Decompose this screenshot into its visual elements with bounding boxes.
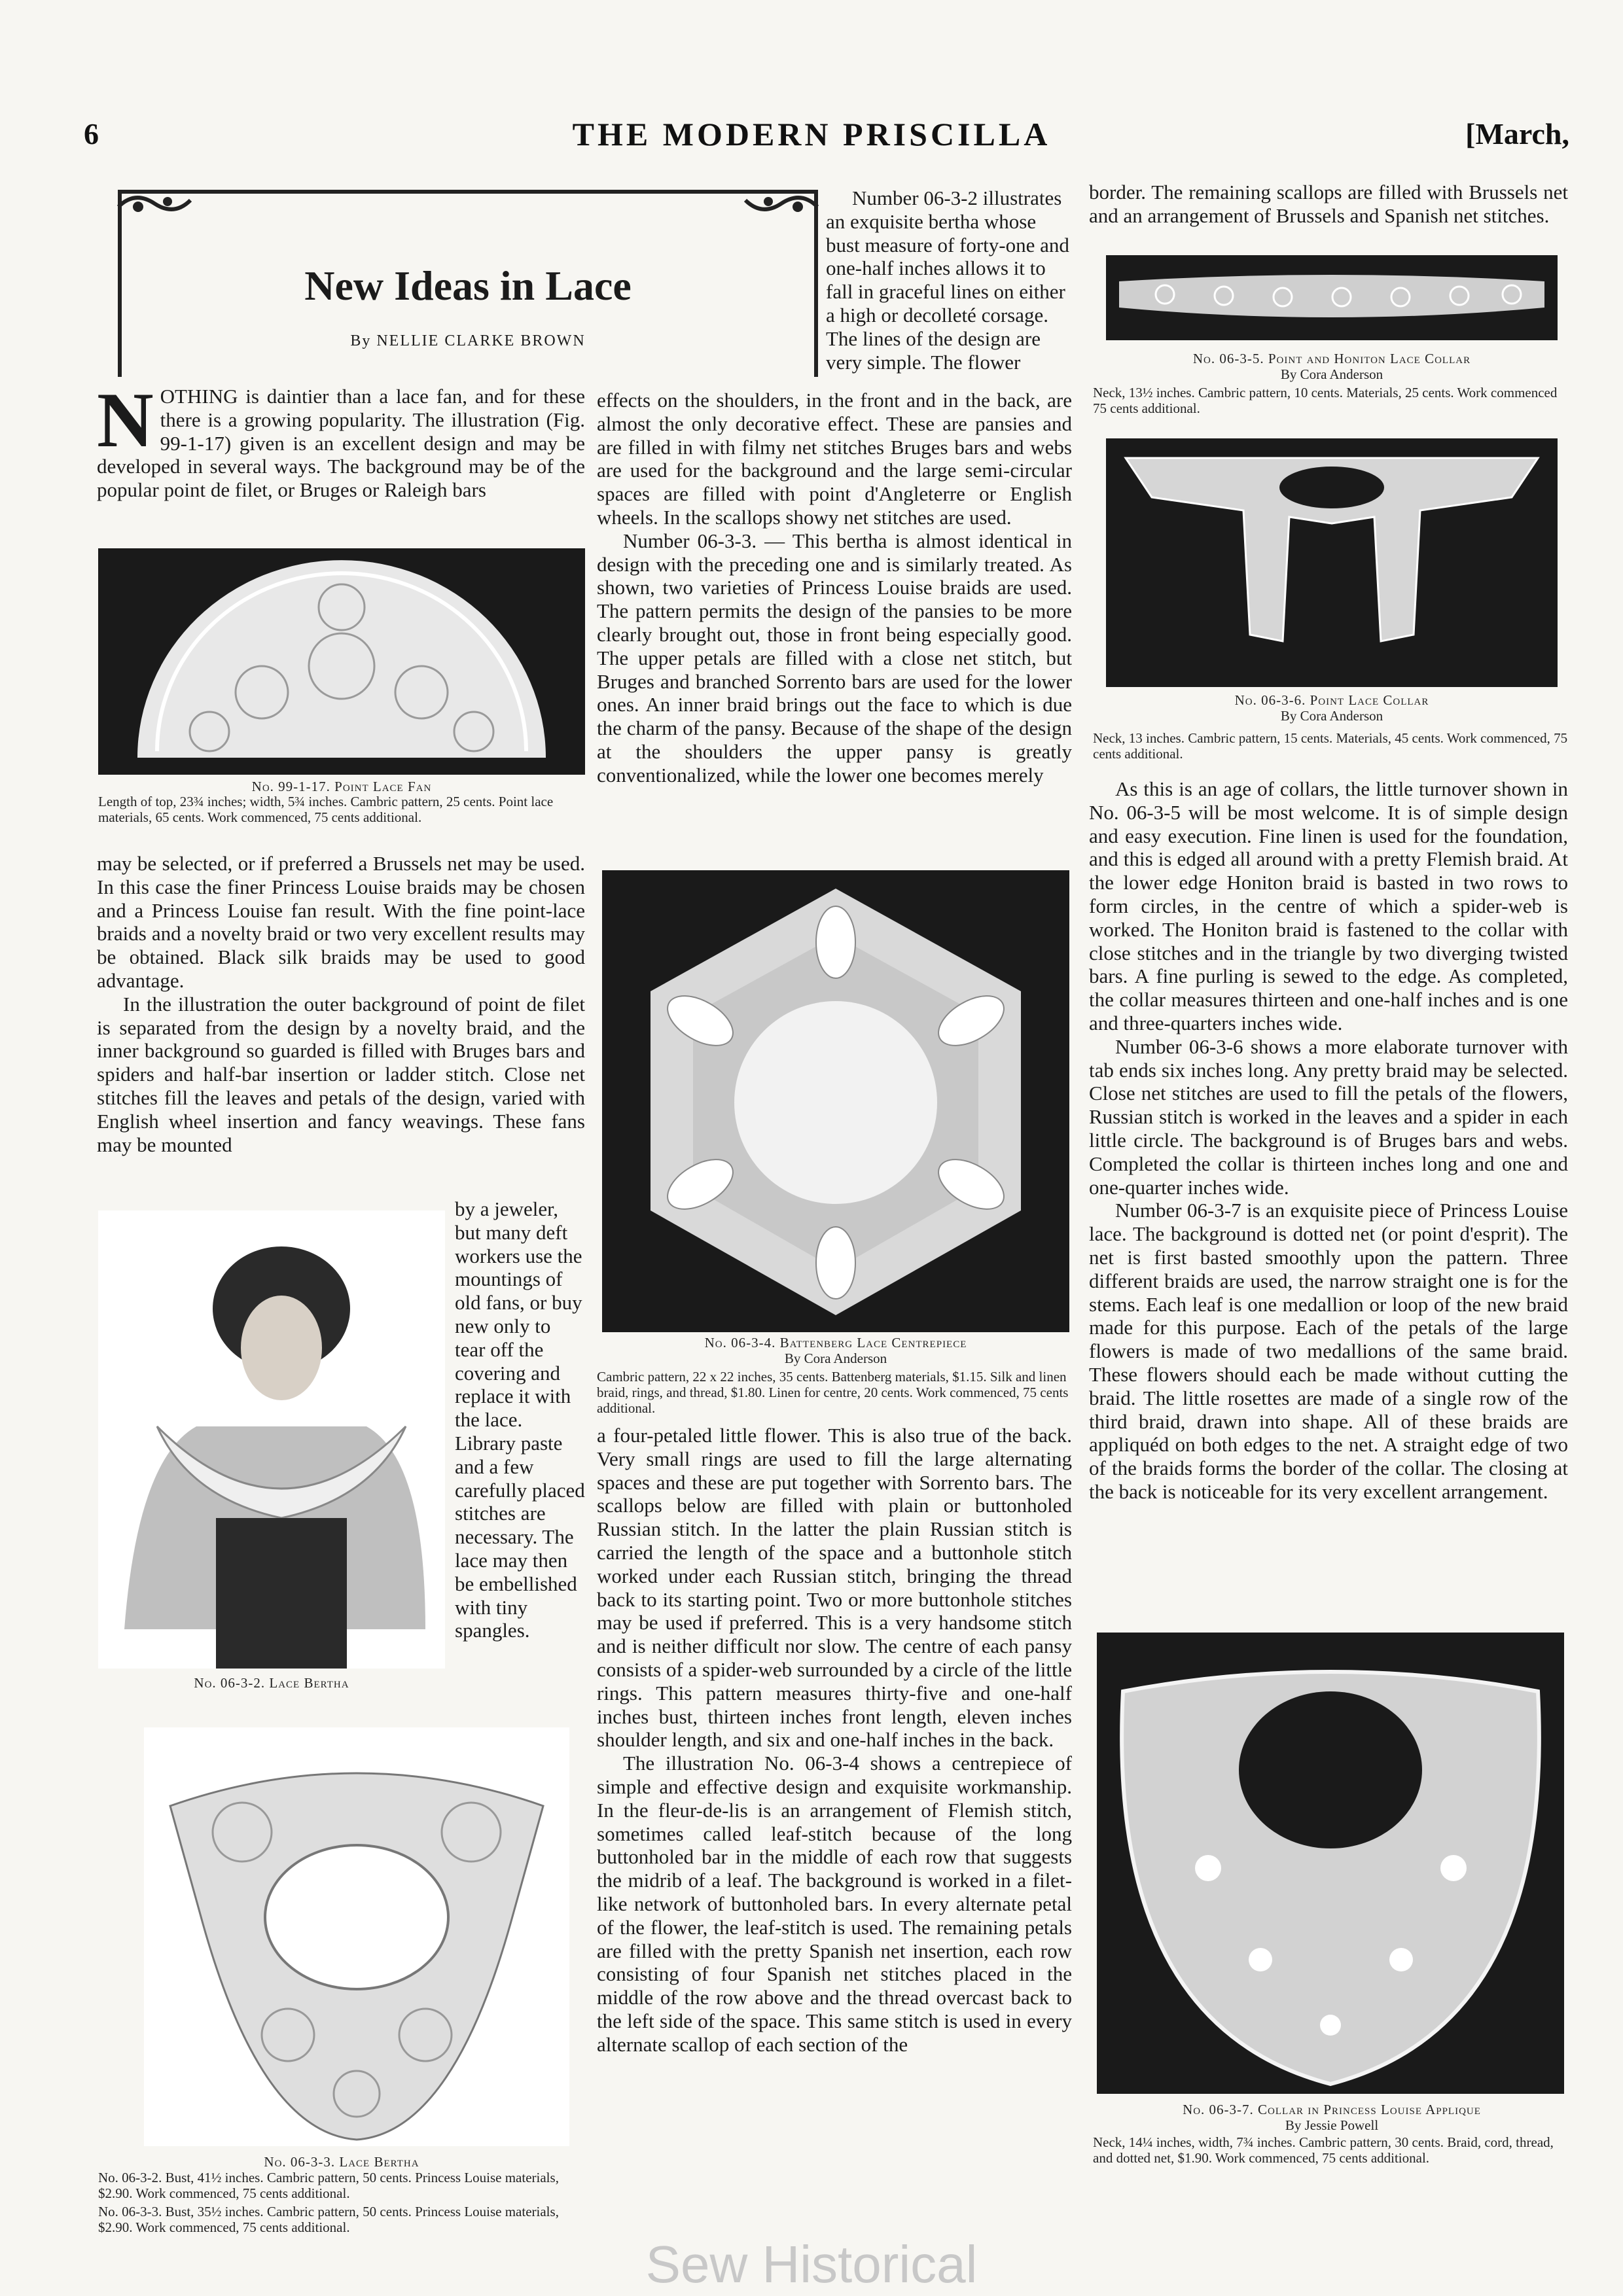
collar5-caption [1093,351,1571,366]
caption-title: No. 99-1-17. Point Lace Fan [251,779,432,794]
collar7-caption [1093,2102,1571,2117]
centrepiece-caption [597,1335,1075,1351]
paragraph: OTHING is daintier than a lace fan, and for these there is a growing popularity. The illustration (Fig. 99-1-17) given is an excellent design and may be developed in several ways. The background may be of the popular point de filet, or Bruges or Raleigh bars [97,385,585,502]
collar5-author: By Cora Anderson [1280,366,1383,382]
paragraph: Number 06-3-6 shows a more elaborate turnover with tab ends six inches long. Any pretty braid may be selected. Close net stitches are used to fill the petals of the flowers, Russian stitch is worked in the leaves and a spider in each little circle. The background is of Bruges bars and webs. Completed the collar is thirteen inches long and one and one-quarter inches wide. [1089,1034,1568,1199]
collar6-author: By Cora Anderson [1280,708,1383,724]
page-number: 6 [84,117,99,150]
caption-title: No. 06-3-3. Lace Bertha [264,2154,419,2170]
paragraph: Number 06-3-3. — This bertha is almost identical in design with the preceding one and is similarly treated. As shown, two varieties of Princess Louise braids are used. The pattern permits the design of the pansies to be more clearly brought out, those in front being especially good. The upper petals are filled with a close net stitch, but Bruges and branched Sorrento bars are used for the lower ones. An inner braid brings out the face to which is due the charm of the pansy. Because of the shape of the design at the shoulders the upper pansy is greatly conventionalized, while the lower one becomes merely [597,529,1072,786]
caption-title: No. 06-3-4. Battenberg Lace Centrepiece [704,1335,967,1351]
caption-title: No. 06-3-2. Lace Bertha [194,1675,349,1691]
bertha-specs-2: No. 06-3-3. Bust, 35½ inches. Cambric pattern, 50 cents. Princess Louise materials, $2.90. Work commenced, 75 cents additional. [98,2204,559,2235]
article-title: New Ideas in Lace [304,262,632,309]
fan-specs: Length of top, 23¾ inches; width, 5¾ inches. Cambric pattern, 25 cents. Point lace materials, 65 cents. Work commenced, 75 cents additional. [98,794,554,825]
princess-louise-collar-image [1097,1633,1564,2094]
column-3-top [1089,181,1568,228]
collar6-specs: Neck, 13 inches. Cambric pattern, 15 cents. Materials, 45 cents. Work commenced, 75 cents additional. [1093,730,1568,762]
column-1-intro [97,376,585,502]
column-1-wrap [455,1197,585,1642]
collar5-specs: Neck, 13½ inches. Cambric pattern, 10 cents. Materials, 25 cents. Work commenced 75 cents additional. [1093,385,1558,416]
point-lace-collar-image [1106,438,1558,687]
lace-bertha-model-image [98,1210,445,1669]
point-lace-fan-image [98,548,585,775]
lace-bertha-image [144,1727,569,2146]
paragraph: a four-petaled little flower. This is also true of the back. Very small rings are used to fill the large alternating spaces and these are put together with Sorrento bars. The scallops below are filled with plain or buttonholed Russian stitch. In the latter the plain Russian stitch is carried the length of the space and a buttonhole stitch worked under each Russian stitch, bringing the thread back to its starting point. Two or more buttonhole stitches may be used if preferred. This is a very handsome stitch and is neither difficult nor slow. The centre of each pansy consists of a spider-web surrounded by a circle of the little rings. This pattern measures thirty-five and one-half inches bust, thirteen inches front length, eleven inches shoulder length, and six and one-half inches in the back. [597,1424,1072,1752]
bertha-specs-1: No. 06-3-2. Bust, 41½ inches. Cambric pattern, 50 cents. Princess Louise materials, $2.90. Work commenced, 75 cents additional. [98,2170,559,2201]
bertha1-caption [98,1675,445,1691]
paragraph: The illustration No. 06-3-4 shows a centrepiece of simple and effective design and exquisite workmanship. In the fleur-de-lis is an arrangement of Flemish stitch, sometimes called leaf-stitch because of the long buttonholed bar in the middle of each row that suggests the midrib of a leaf. The background is worked in a filet-like network of buttonholed bars. In every alternate petal of the flower, the leaf-stitch is used. The remaining petals are filled with the pretty Spanish net insertion, each row consisting of four Spanish net stitches placed in the middle of the row above and the thread overcast back to the left side of the space. This same stitch is used in every alternate scallop of each section of the [597,1752,1072,2056]
column-2-lower [597,1424,1072,2057]
holly-ornament-icon [742,187,821,226]
paragraph: Number 06-3-7 is an exquisite piece of Princess Louise lace. The background is dotted net (or point d'esprit). The net is first basted smoothly upon the pattern. Three different braids are used, the narrow straight one is for the stems. Each leaf is one medallion or loop of the new braid made for this purpose. Each of the petals of the large flowers is made of two medallions of the same braid. These flowers should each be made without cutting the braid. The little rosettes are made of a single row of the third braid, drawn into shape. All of these braids are appliquéd on both edges to the net. A straight edge of two of the braids forms the border of the collar. The closing at the back is noticeable for its very excellent arrangement. [1089,1199,1568,1503]
centrepiece-author: By Cora Anderson [784,1351,887,1366]
column-2-top [826,186,1072,374]
watermark: Sew Historical [645,2235,978,2293]
centrepiece-specs: Cambric pattern, 22 x 22 inches, 35 cents. Battenberg materials, $1.15. Silk and linen braid, rings, and thread, $1.80. Linen for centre, 20 cents. Work commenced, 75 cents additional. [597,1369,1069,1416]
paragraph: border. The remaining scallops are filled with Brussels net and an arrangement of Brussels and Spanish net stitches. [1089,181,1568,227]
caption-title: No. 06-3-6. Point Lace Collar [1234,692,1429,708]
honiton-collar-image [1106,255,1558,340]
byline: By NELLIE CLARKE BROWN [350,332,586,349]
bertha2-caption [98,2154,585,2170]
paragraph: effects on the shoulders, in the front and in the back, are almost the only decorative effect. These are pansies and are filled in with filmy net stitches Bruges bars and webs are used for the background and the large semi-circular spaces are filled with point d'Angleterre or English wheels. In the scallops showy net stitches are used. [597,389,1072,529]
fan-caption [98,779,585,794]
column-1-body [97,852,585,1156]
caption-title: No. 06-3-7. Collar in Princess Louise Applique [1183,2102,1481,2117]
paragraph: by a jeweler, but many deft workers use the mountings of old fans, or buy new only to tear off the covering and replace it with the lace. Library paste and a few carefully placed stitches are necessary. The lace may then be embellished with tiny spangles. [455,1197,585,1642]
paragraph: Number 06-3-2 illustrates an exquisite bertha whose bust measure of forty-one and one-half inches allows it to fall in graceful lines on either a high or decolleté corsage. The lines of the design are very simple. The flower [826,186,1069,374]
battenberg-centrepiece-image [602,870,1069,1332]
issue-month: [March, [1465,117,1569,150]
column-2-body [597,389,1072,787]
collar7-specs: Neck, 14¼ inches, width, 7¾ inches. Cambric pattern, 30 cents. Braid, cord, thread, and dotted net, $1.90. Work commenced, 75 cents additional. [1093,2134,1554,2166]
drop-cap: N [97,376,154,463]
caption-title: No. 06-3-5. Point and Honiton Lace Collar [1192,351,1471,366]
paragraph: may be selected, or if preferred a Brussels net may be used. In this case the finer Princess Louise braids may be chosen and a Princess Louise fan result. With the fine point-lace braids and a novelty braid or two very excellent results may be obtained. Black silk braids may be used to good advantage. [97,852,585,992]
collar7-author: By Jessie Powell [1285,2117,1379,2133]
column-3-body [1089,777,1568,1504]
collar6-caption [1093,692,1571,708]
journal-title: THE MODERN PRISCILLA [572,116,1051,152]
holly-ornament-icon [115,187,194,226]
paragraph: In the illustration the outer background of point de filet is separated from the design by a novelty braid, and the inner background so guarded is filled with Bruges bars and spiders and half-bar insertion or ladder stitch. Close net stitches fill the leaves and petals of the design, varied with English wheel insertion and fancy weavings. These fans may be mounted [97,992,585,1156]
paragraph: As this is an age of collars, the little turnover shown in No. 06-3-5 will be most welcome. It is of simple design and easy execution. Fine linen is used for the foundation, and this is edged all around with a pretty Flemish braid. At the lower edge Honiton braid is basted in two rows to form circles, in the centre of which a spider-web is worked. The Honiton braid is fastened to the collar with close stitches and in the triangle by two diverging twisted bars. A fine purling is sewed to the edge. As completed, the collar measures thirteen and one-half inches and is one and three-quarters inches wide. [1089,777,1568,1034]
